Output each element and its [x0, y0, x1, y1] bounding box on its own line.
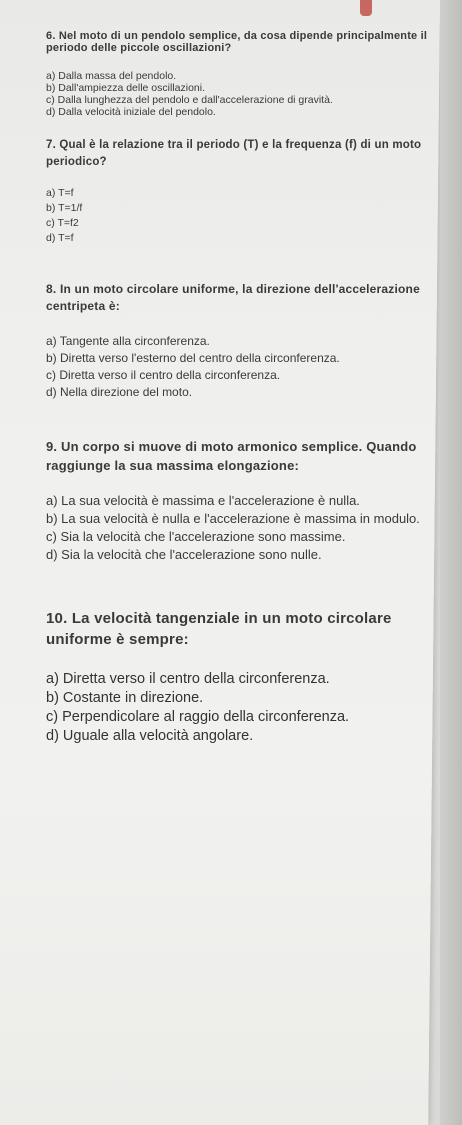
question-9-options [46, 492, 430, 564]
question-8-options [46, 333, 430, 401]
question-10-option-a: a) Diretta verso il centro della circonferenza. [46, 671, 330, 687]
question-6-option-b: b) Dall'ampiezza delle oscillazioni. [46, 82, 205, 94]
question-9-option-b: b) La sua velocità è nulla e l'accelerazione è massima in modulo. [46, 511, 420, 526]
question-7-option-a: a) T=f [46, 187, 74, 199]
question-7-options [46, 186, 430, 246]
paper-edge-shadow [440, 0, 462, 1125]
question-6-option-d: d) Dalla velocità iniziale del pendolo. [46, 106, 216, 118]
question-7-option-b: b) T=1/f [46, 202, 83, 214]
question-8-option-c: c) Diretta verso il centro della circonferenza. [46, 368, 281, 382]
question-9-option-c: c) Sia la velocità che l'accelerazione sono massime. [46, 529, 346, 544]
question-9-option-d: d) Sia la velocità che l'accelerazione sono nulle. [46, 547, 322, 562]
question-9 [46, 437, 430, 564]
question-7-title: 7. Qual è la relazione tra il periodo (T) e la frequenza (f) di un moto periodico? [46, 139, 422, 168]
question-6-options [46, 70, 430, 118]
question-10-option-b: b) Costante in direzione. [46, 690, 204, 706]
question-7 [46, 137, 430, 246]
question-8-option-b: b) Diretta verso l'esterno del centro della circonferenza. [46, 351, 340, 365]
question-7-option-d: d) T=f [46, 232, 74, 244]
question-10-option-d: d) Uguale alla velocità angolare. [46, 728, 254, 744]
question-9-option-a: a) La sua velocità è massima e l'accelerazione è nulla. [46, 493, 360, 508]
question-6-title: 6. Nel moto di un pendolo semplice, da cosa dipende principalmente il periodo delle piccole oscillazioni? [46, 30, 428, 54]
question-6-option-c: c) Dalla lunghezza del pendolo e dall'accelerazione di gravità. [46, 94, 333, 106]
question-8-title: 8. In un moto circolare uniforme, la direzione dell'accelerazione centripeta è: [46, 282, 420, 313]
corner-mark [360, 0, 372, 16]
question-8 [46, 281, 430, 401]
question-10-title: 10. La velocità tangenziale in un moto circolare uniforme è sempre: [46, 610, 392, 648]
question-9-title: 9. Un corpo si muove di moto armonico semplice. Quando raggiunge la sua massima elongazione: [46, 439, 417, 473]
question-8-option-a: a) Tangente alla circonferenza. [46, 334, 210, 348]
question-8-option-d: d) Nella direzione del moto. [46, 385, 193, 399]
question-10-option-c: c) Perpendicolare al raggio della circonferenza. [46, 709, 350, 725]
question-6-option-a: a) Dalla massa del pendolo. [46, 70, 177, 82]
quiz-content [46, 30, 430, 746]
question-7-option-c: c) T=f2 [46, 217, 79, 229]
question-10-options [46, 670, 430, 746]
question-10 [46, 608, 430, 746]
question-6 [46, 30, 430, 118]
